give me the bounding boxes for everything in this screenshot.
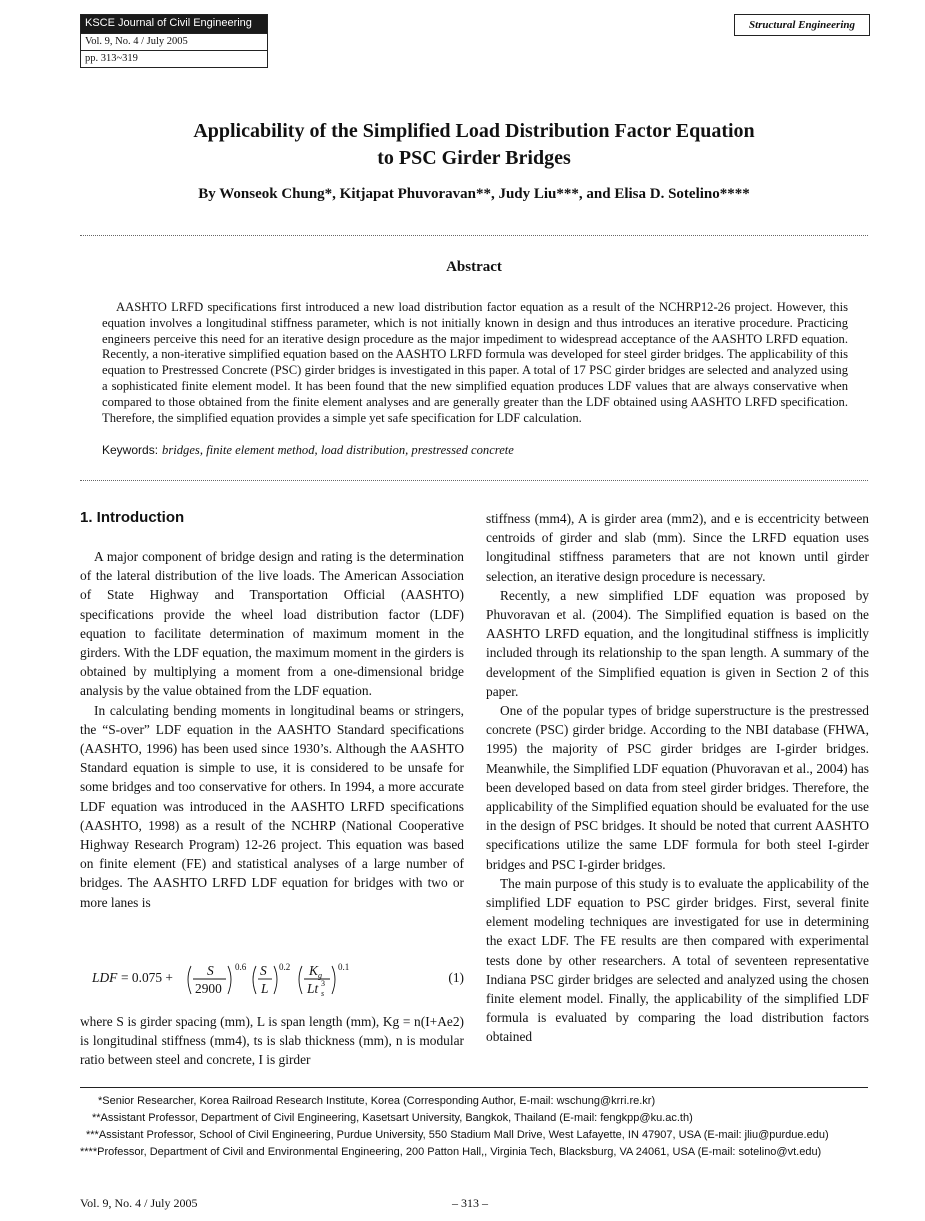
divider-abstract bbox=[80, 480, 868, 481]
journal-info-box bbox=[80, 14, 268, 68]
paragraph: The main purpose of this study is to evaluate the applicability of the simplified LDF equation to PSC girder bridges. First, several finite element modeling techniques are investigated for use in determining the exact LDF. The FE results are then compared with experimental tests done by other researchers. A total of seventeen representative Indiana PSC girder bridges are selected and analyzed using the chosen finite element model. Finally, the applicability of the simplified LDF formula is evaluated by comparing the load distribution factors obtained bbox=[486, 875, 869, 1045]
paragraph: stiffness (mm4), A is girder area (mm2), and e is eccentricity between centroids of girder and slab (mm). Since the LRFD equation uses longitudinal stiffness parameters that are not known until girder selection, an iterative design procedure is necessary. bbox=[486, 511, 869, 584]
footnote-4: ****Professor, Department of Civil and Environmental Engineering, 200 Patton Hall,, Virginia Tech, Blacksburg, VA 24061, USA (E-mail: sotelino@vt.edu) bbox=[80, 1146, 822, 1158]
keywords-label: Keywords: bbox=[102, 443, 159, 457]
eq-number: (1) bbox=[448, 970, 464, 985]
paragraph: Recently, a new simplified LDF equation was proposed by Phuvoravan et al. (2004). The Simplified equation is based on the AASHTO LRFD equation, and the longitudinal stiffness is implicitly included through its relationship to the span length. A summary of the development of the Simplified equation is given in Section 2 of this paper. bbox=[486, 587, 869, 699]
paragraph: A major component of bridge design and rating is the determination of the lateral distribution of the live loads. The American Association of State Highway and Transportation Official (AASHTO) specifications provide the wheel load distribution factor (LDF) equation to facilitate determination of maximum moment in the girders. With the LDF equation, the maximum moment in the girders is obtained by multiplying a moment from a one-dimensional bridge analysis by the value obtained from the LDF equation. bbox=[80, 549, 464, 699]
section-heading: 1. Introduction bbox=[80, 509, 185, 526]
eq-t1-exp: 0.6 bbox=[235, 962, 247, 972]
paragraph: One of the popular types of bridge superstructure is the prestressed concrete (PSC) girder bridge. According to the NBI database (FHWA, 1995) the majority of PSC girder bridges are I-girder bridges. Meanwhile, the Simplified LDF equation (Phuvoravan et al., 2004) has been developed based on data from steel girder bridges. Therefore, the applicability of the Simplified equation should be evaluated for the use in the design of PSC bridges. It should be noted that current AASHTO specifications utilize the same LDF formula for both steel I-girder bridges and PSC I-girder bridges. bbox=[486, 703, 869, 872]
left-column-after-equation bbox=[80, 1012, 464, 1070]
journal-volume: Vol. 9, No. 4 / July 2005 bbox=[81, 33, 267, 50]
equation-1 bbox=[80, 958, 464, 1004]
eq-t3-den-sub: s bbox=[321, 989, 325, 998]
paper-title bbox=[80, 118, 868, 172]
abstract-text: AASHTO LRFD specifications first introduced a new load distribution factor equation as a result of the NCHRP12-26 project. However, this equation involves a longitudinal stiffness parameter, which is not initially known in design and thus introduces an iterative procedure. Practicing engineers perceive this need for an iterative design procedure as the major impediment to widespread acceptance of the AASHTO LRFD equation. Recently, a non-iterative simplified equation based on the AASHTO LRFD formula was developed for steel girder bridges. The applicability of this equation to Prestressed Concrete (PSC) girder bridges is investigated in this paper. A total of 17 PSC girder bridges are selected and analyzed using a sophisticated finite element model. It has been found that the new simplified equation produces LDF values that are always conservative when compared to those obtained from the finite element analyses and are generally greater than the LDF obtained using AASHTO LRFD specification. Therefore, the simplified equation provides a simple yet safe specification for LDF calculation. bbox=[102, 300, 848, 425]
eq-t3-exp: 0.1 bbox=[338, 962, 350, 972]
keywords bbox=[102, 443, 848, 458]
eq-t2-num: S bbox=[260, 963, 267, 978]
footnote-3: ***Assistant Professor, School of Civil Engineering, Purdue University, 550 Stadium Mall Drive, West Lafayette, IN 47907, USA (E-mail: jliu@purdue.edu) bbox=[86, 1129, 829, 1141]
keywords-value: bridges, finite element method, load distribution, prestressed concrete bbox=[162, 443, 514, 457]
left-column bbox=[80, 547, 464, 912]
paragraph: where S is girder spacing (mm), L is span length (mm), Kg = n(I+Ae2) is longitudinal stiffness (mm4), ts is slab thickness (mm), n is modular ratio between steel and concrete, I is girder bbox=[80, 1014, 464, 1068]
eq-constant: = 0.075 + bbox=[121, 970, 173, 985]
page-footer-volume: Vol. 9, No. 4 / July 2005 bbox=[80, 1196, 198, 1210]
journal-pages: pp. 313~319 bbox=[81, 50, 267, 67]
abstract-heading: Abstract bbox=[446, 259, 502, 275]
title-line-2: to PSC Girder Bridges bbox=[377, 147, 571, 169]
footnote-rule bbox=[80, 1087, 868, 1088]
title-line-1: Applicability of the Simplified Load Distribution Factor Equation bbox=[193, 120, 755, 142]
eq-t2-den: L bbox=[261, 981, 269, 996]
eq-t3-num: K bbox=[309, 963, 318, 978]
footnotes bbox=[80, 1093, 880, 1161]
equation-svg bbox=[80, 958, 464, 1004]
eq-t1-den: 2900 bbox=[195, 981, 222, 996]
right-column bbox=[486, 509, 869, 1047]
footnote-1: *Senior Researcher, Korea Railroad Research Institute, Korea (Corresponding Author, E-mail: wschung@krri.re.kr) bbox=[98, 1095, 656, 1107]
eq-t3-den-sup: 3 bbox=[321, 979, 325, 988]
eq-t3-num-sub: g bbox=[318, 971, 322, 980]
eq-t3-den: Lt bbox=[307, 981, 319, 996]
eq-lhs: LDF bbox=[92, 970, 118, 985]
eq-t1-num: S bbox=[207, 963, 214, 978]
eq-t2-exp: 0.2 bbox=[279, 962, 291, 972]
divider-top bbox=[80, 235, 868, 236]
authors: By Wonseok Chung*, Kitjapat Phuvoravan**, Judy Liu***, and Elisa D. Sotelino**** bbox=[198, 186, 750, 202]
page-number: – 313 – bbox=[452, 1196, 488, 1210]
footnote-2: **Assistant Professor, Department of Civil Engineering, Kasetsart University, Bangkok, Thailand (E-mail: fengkpp@ku.ac.th) bbox=[92, 1112, 693, 1124]
paragraph: In calculating bending moments in longitudinal beams or stringers, the “S-over” LDF equation in the AASHTO Standard specifications (AASHTO, 1996) has been used since 1930’s. Although the AASHTO Standard equation is simple to use, it is considered to be unsafe for some bridges and too conservative for others. In 1994, a more accurate LDF equation was introduced in the AASHTO LRFD specifications (AASHTO, 1998) as a result of the NCHRP (National Cooperative Highway Research Program) 12-26 project. This equation was based on finite element (FE) and statistical analyses of a large number of bridges. The AASHTO LRFD LDF equation for bridges with two or more lanes is bbox=[80, 702, 464, 910]
section-label: Structural Engineering bbox=[734, 14, 870, 36]
journal-name: KSCE Journal of Civil Engineering bbox=[81, 15, 267, 33]
